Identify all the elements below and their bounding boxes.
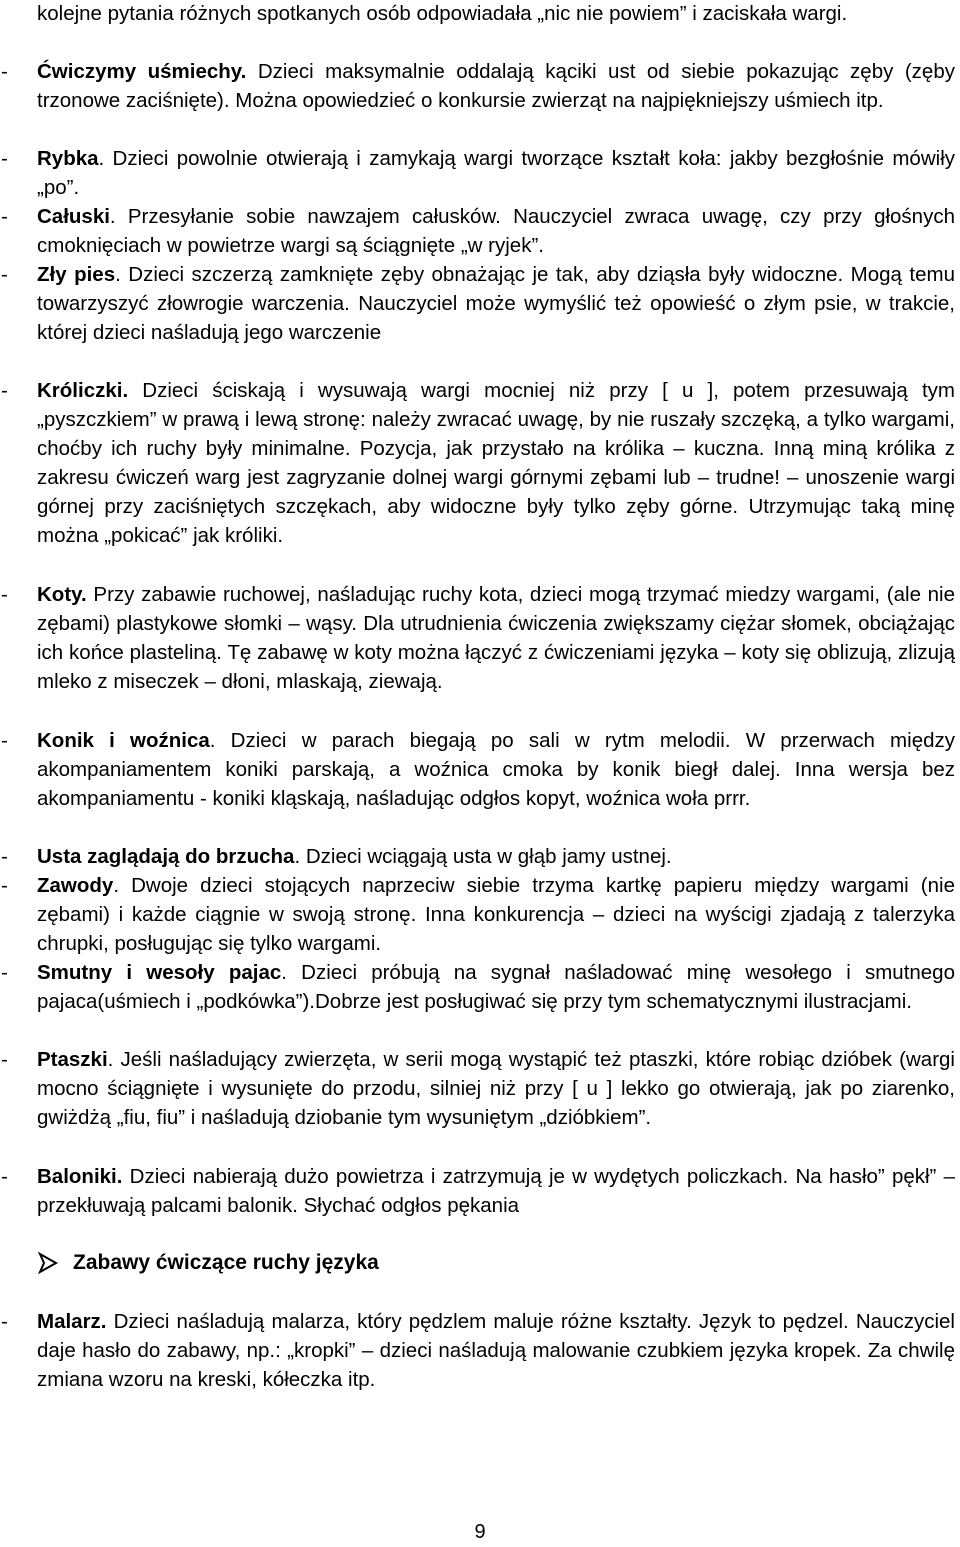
exercise-description: Przy zabawie ruchowej, naśladując ruchy kota, dzieci mogą trzymać miedzy wargami, (ale nie zębami) plastykowe słomki – wąsy. Dla utrudnienia ćwiczenia zwiększamy ciężar słomek, obciążając ich końce plasteliną. Tę zabawę w koty można łączyć z ćwiczeniami języka – koty się oblizują, zlizują mleko z miseczek – dłoni, mlaskają, ziewają. bbox=[37, 583, 955, 693]
list-dash: - bbox=[1, 583, 8, 606]
exercise-description: Dzieci naśladują malarza, który pędzlem maluje różne kształty. Język to pędzel. Nauczyciel daje hasło do zabawy, np.: „kropki” – dzieci naśladują malowanie czubkiem języka kropek. Za chwilę zmiana wzoru na kreski, kółeczka itp. bbox=[37, 1310, 955, 1391]
list-dash: - bbox=[1, 60, 8, 83]
exercise-term: Konik i woźnica bbox=[37, 729, 210, 752]
list-item-zawody bbox=[1, 871, 955, 958]
arrowhead-bullet-icon bbox=[37, 1252, 59, 1274]
list-dash: - bbox=[1, 845, 8, 868]
list-item-baloniki bbox=[1, 1162, 955, 1220]
exercise-description: Dzieci nabierają dużo powietrza i zatrzymują je w wydętych policzkach. Na hasło” pękł” – przekłuwają palcami balonik. Słychać odgłos pękania bbox=[37, 1165, 955, 1217]
exercise-description: . Dwoje dzieci stojących naprzeciw siebie trzyma kartkę papieru między wargami (nie zębami) i każde ciągnie w swoją stronę. Inna konkurencja – dzieci na wyścigi zjadają z talerzyka chrupki, posługując się tylko wargami. bbox=[37, 874, 955, 955]
exercise-description: . Przesyłanie sobie nawzajem całusków. Nauczyciel zwraca uwagę, czy przy głośnych cmoknięciach w powietrze wargi są ściągnięte „w ryjek”. bbox=[37, 205, 955, 257]
exercise-description: . Dzieci w parach biegają po sali w rytm melodii. W przerwach między akompaniamentem koniki parskają, a woźnica cmoka by konik biegł dalej. Inna wersja bez akompaniamentu - koniki kląskają, naśladując odgłos kopyt, woźnica woła prrr. bbox=[37, 729, 955, 810]
list-item-zly-pies bbox=[1, 260, 955, 347]
exercise-term: Całuski bbox=[37, 205, 110, 228]
list-dash: - bbox=[1, 1310, 8, 1333]
list-item-usmiechy bbox=[1, 57, 955, 115]
exercise-term: Usta zaglądają do brzucha bbox=[37, 845, 295, 868]
list-dash: - bbox=[1, 961, 8, 984]
exercise-description: Dzieci ściskają i wysuwają wargi mocniej niż przy [ u ], potem przesuwają tym „pyszczkiem” w prawą i lewą stronę: należy zwracać uwagę, by nie ruszały szczęką, a tylko wargami, choćby ich ruchy były minimalne. Pozycja, jak przystało na królika – kuczna. Inną miną królika z zakresu ćwiczeń warg jest zagryzanie dolnej wargi górnymi zębami lub – trudne! – unoszenie wargi górnej przy zaciśniętych szczękach, aby widoczne były tylko zęby górne. Utrzymując taką minę można „pokicać” jak króliki. bbox=[37, 379, 955, 547]
exercise-term: Zawody bbox=[37, 874, 114, 897]
exercise-term: Koty. bbox=[37, 583, 87, 606]
list-dash: - bbox=[1, 379, 8, 402]
exercise-term: Ćwiczymy uśmiechy. bbox=[37, 60, 247, 83]
exercise-term: Ptaszki bbox=[37, 1048, 108, 1071]
list-dash: - bbox=[1, 263, 8, 286]
exercise-term: Zły pies bbox=[37, 263, 116, 286]
section-heading bbox=[37, 1248, 379, 1277]
exercise-term: Rybka bbox=[37, 147, 99, 170]
list-item-rybka bbox=[1, 144, 955, 202]
exercise-description: Dzieci maksymalnie oddalają kąciki ust od siebie pokazując zęby (zęby trzonowe zaciśnięte). Można opowiedzieć o konkursie zwierząt na najpiękniejszy uśmiech itp. bbox=[37, 60, 955, 112]
list-dash: - bbox=[1, 874, 8, 897]
exercise-description: . Dzieci powolnie otwierają i zamykają wargi tworzące kształt koła: jakby bezgłośnie mówiły „po”. bbox=[37, 147, 955, 199]
list-item-caluski bbox=[1, 202, 955, 260]
list-dash: - bbox=[1, 205, 8, 228]
section-heading-text: Zabawy ćwiczące ruchy języka bbox=[73, 1251, 379, 1274]
exercise-description: . Dzieci wciągają usta w głąb jamy ustnej. bbox=[294, 845, 672, 868]
list-item-konik-i-woznica bbox=[1, 726, 955, 813]
exercise-description: . Dzieci próbują na sygnał naśladować minę wesołego i smutnego pajaca(uśmiech i „podkówka”).Dobrze jest posługiwać się przy tym schematycznymi ilustracjami. bbox=[37, 961, 955, 1013]
list-item-kroliczki bbox=[1, 376, 955, 550]
list-item-ptaszki bbox=[1, 1045, 955, 1132]
list-item-koty bbox=[1, 580, 955, 696]
intro-paragraph: kolejne pytania różnych spotkanych osób odpowiadała „nic nie powiem” i zaciskała wargi. bbox=[37, 2, 848, 25]
list-dash: - bbox=[1, 1165, 8, 1188]
list-dash: - bbox=[1, 729, 8, 752]
exercise-term: Baloniki. bbox=[37, 1165, 123, 1188]
list-dash: - bbox=[1, 147, 8, 170]
list-item-usta-zagladaja bbox=[1, 842, 955, 871]
exercise-description: . Jeśli naśladujący zwierzęta, w serii mogą wystąpić też ptaszki, które robiąc dzióbek (wargi mocno ściągnięte i wysunięte do przodu, silniej niż przy [ u ] lekko go otwierają, jak po ziarenko, gwiżdżą „fiu, fiu” i naśladują dziobanie tym wysuniętym „dzióbkiem”. bbox=[37, 1048, 955, 1129]
exercise-description: . Dzieci szczerzą zamknięte zęby obnażając je tak, aby dziąsła były widoczne. Mogą temu towarzyszyć złowrogie warczenia. Nauczyciel może wymyślić też opowieść o złym psie, w trakcie, której dzieci naśladują jego warczenie bbox=[37, 263, 955, 344]
list-item-malarz bbox=[1, 1307, 955, 1394]
exercise-term: Smutny i wesoły pajac bbox=[37, 961, 282, 984]
list-dash: - bbox=[1, 1048, 8, 1071]
exercise-term: Malarz. bbox=[37, 1310, 107, 1333]
page-number: 9 bbox=[474, 1521, 486, 1543]
list-item-smutny-i-wesoly-pajac bbox=[1, 958, 955, 1016]
exercise-term: Króliczki. bbox=[37, 379, 129, 402]
